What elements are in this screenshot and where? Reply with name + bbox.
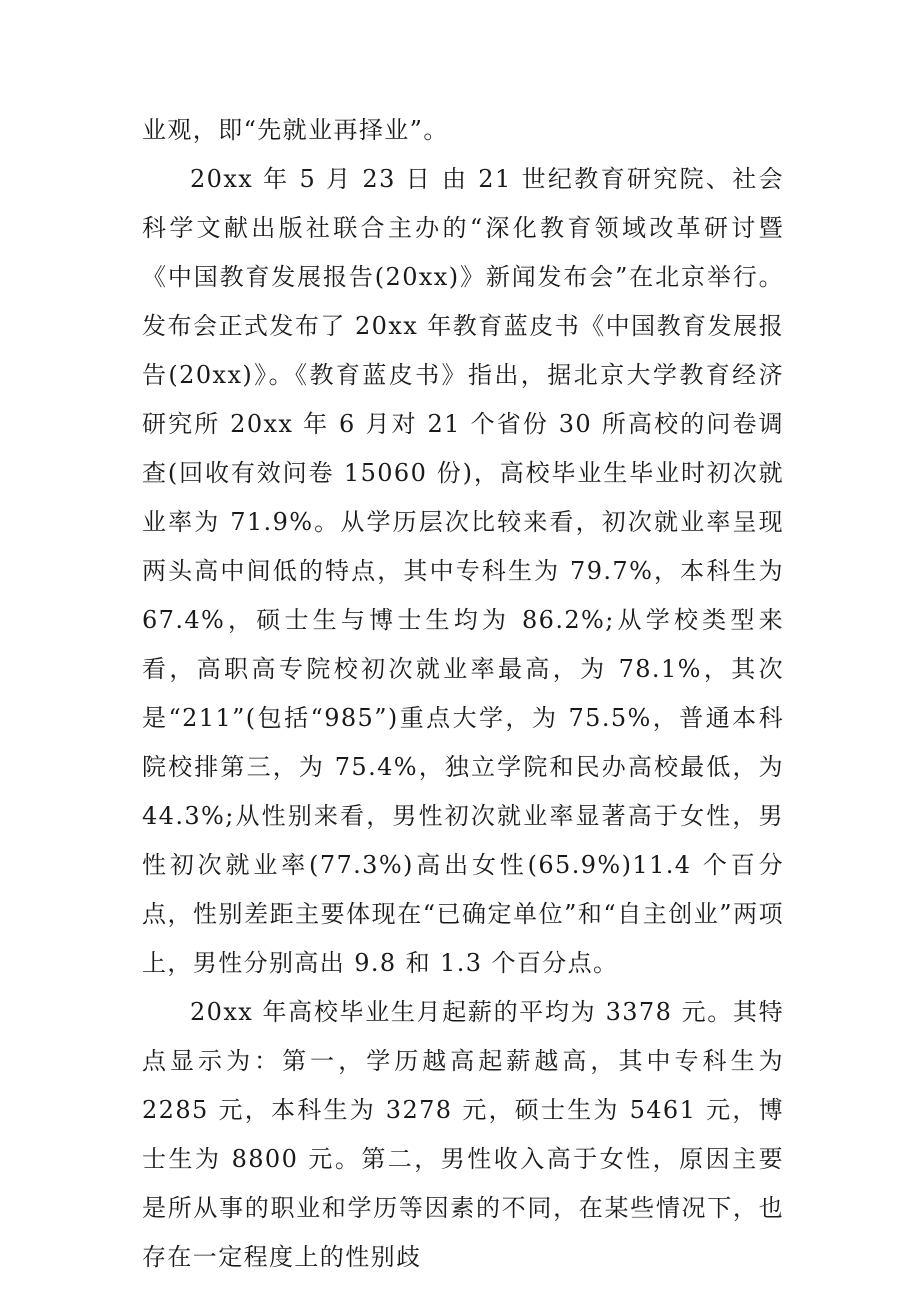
paragraph-press-conference: 20xx 年 5 月 23 日 由 21 世纪教育研究院、社会科学文献出版社联合主办的“深化教育领域改革研讨暨《中国教育发展报告(20xx)》新闻发布会”在北京举行。发布会正式发布了 20xx 年教育蓝皮书《中国教育发展报告(20xx)》。《教育蓝皮书》指出，据北京大学教育经济研究所 20xx 年 6 月对 21 个省份 30 所高校的问卷调查(回收有效问卷 15060 份)，高校毕业生毕业时初次就业率为 71.9%。从学历层次比较来看，初次就业率呈现两头高中间低的特点，其中专科生为 79.7%，本科生为 67.4%，硕士生与博士生均为 86.2%;从学校类型来看，高职高专院校初次就业率最高，为 78.1%，其次是“211”(包括“985”)重点大学，为 75.5%，普通本科院校排第三，为 75.4%，独立学院和民办高校最低，为 44.3%;从性别来看，男性初次就业率显著高于女性，男性初次就业率(77.3%)高出女性(65.9%)11.4 个百分点，性别差距主要体现在“已确定单位”和“自主创业”两项上，男性分别高出 9.8 和 1.3 个百分点。 <box>142 165 784 977</box>
paragraph-continuation: 业观，即“先就业再择业”。 <box>142 116 449 144</box>
paragraph-starting-salary: 20xx 年高校毕业生月起薪的平均为 3378 元。其特点显示为：第一，学历越高起薪越高，其中专科生为 2285 元，本科生为 3278 元，硕士生为 5461 元，博士生为 8800 元。第二，男性收入高于女性，原因主要是所从事的职业和学历等因素的不同，在某些情况下，也存在一定程度上的性别歧 <box>142 998 784 1271</box>
document-body <box>142 106 784 1282</box>
